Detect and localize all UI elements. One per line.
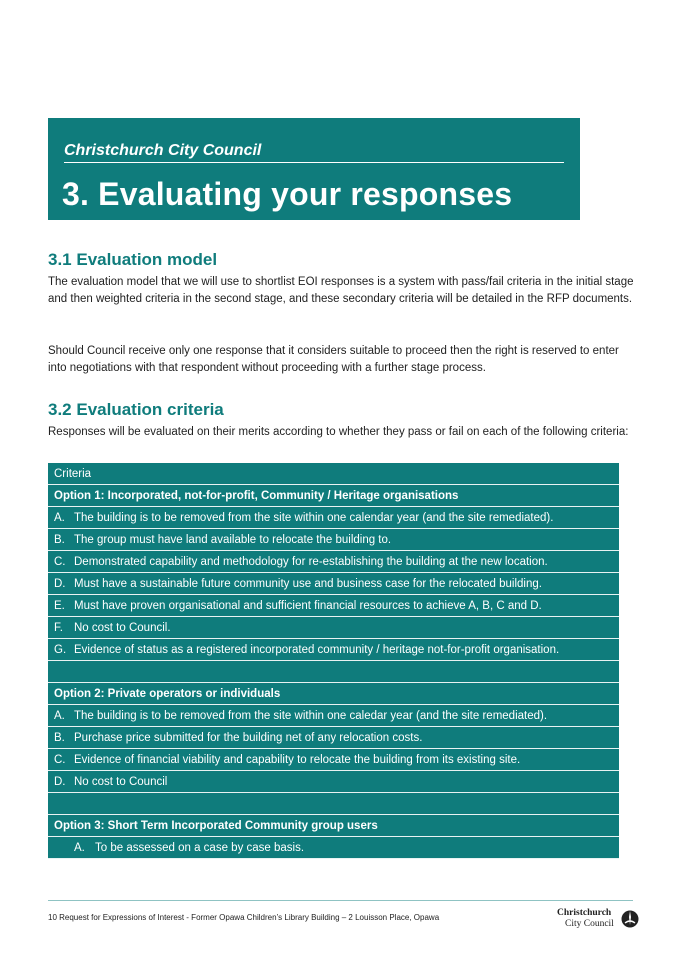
section-heading-evaluation-model: 3.1 Evaluation model xyxy=(48,250,218,269)
table-spacer-row xyxy=(48,661,619,683)
option-1-title: Option 1: Incorporated, not-for-profit, Community / Heritage organisations xyxy=(48,485,619,507)
table-header: Criteria xyxy=(48,463,619,485)
logo-text-line-2: City Council xyxy=(565,919,614,929)
table-row: A. The building is to be removed from the site within one calendar year (and the site remediated). xyxy=(48,507,619,529)
option-3-title: Option 3: Short Term Incorporated Community group users xyxy=(48,815,619,837)
council-logo xyxy=(557,908,641,930)
table-row: E. Must have proven organisational and sufficient financial resources to achieve A, B, C and D. xyxy=(48,595,619,617)
table-row: G. Evidence of status as a registered incorporated community / heritage not-for-profit organisation. xyxy=(48,639,619,661)
banner-org-name: Christchurch City Council xyxy=(64,142,262,159)
table-row: D. No cost to Council xyxy=(48,771,619,793)
section-heading-evaluation-criteria: 3.2 Evaluation criteria xyxy=(48,400,224,419)
option-2-title: Option 2: Private operators or individuals xyxy=(48,683,619,705)
evaluation-criteria-intro: Responses will be evaluated on their merits according to whether they pass or fail on each of the following criteria: xyxy=(48,426,629,438)
table-row: B. The group must have land available to relocate the building to. xyxy=(48,529,619,551)
table-row: C. Evidence of financial viability and capability to relocate the building from its existing site. xyxy=(48,749,619,771)
criteria-table xyxy=(48,462,619,859)
table-spacer-row xyxy=(48,793,619,815)
page-title: 3. Evaluating your responses xyxy=(62,176,513,212)
evaluation-model-paragraph-1: The evaluation model that we will use to shortlist EOI responses is a system with pass/fail criteria in the initial stage and then weighted criteria in the second stage, and these secondary criteria will be detailed in the RFP documents. xyxy=(48,276,634,305)
evaluation-model-paragraph-2: Should Council receive only one response that it considers suitable to proceed then the right is reserved to enter into negotiations with that respondent without proceeding with a further stage process. xyxy=(48,345,619,374)
table-row: F. No cost to Council. xyxy=(48,617,619,639)
table-row: D. Must have a sustainable future community use and business case for the relocated building. xyxy=(48,573,619,595)
title-banner xyxy=(48,118,580,220)
banner-divider xyxy=(64,162,564,163)
table-row: A. To be assessed on a case by case basis. xyxy=(48,837,619,859)
logo-text-line-1: Christchurch xyxy=(557,908,612,918)
table-row: C. Demonstrated capability and methodology for re-establishing the building at the new location. xyxy=(48,551,619,573)
table-row: A. The building is to be removed from the site within one caledar year (and the site remediated). xyxy=(48,705,619,727)
footer-divider xyxy=(48,900,633,901)
footer-text: 10 Request for Expressions of Interest - Former Opawa Children’s Library Building – 2 Louisson Place, Opawa xyxy=(48,913,440,922)
table-row: B. Purchase price submitted for the building net of any relocation costs. xyxy=(48,727,619,749)
cathedral-icon xyxy=(621,909,639,929)
